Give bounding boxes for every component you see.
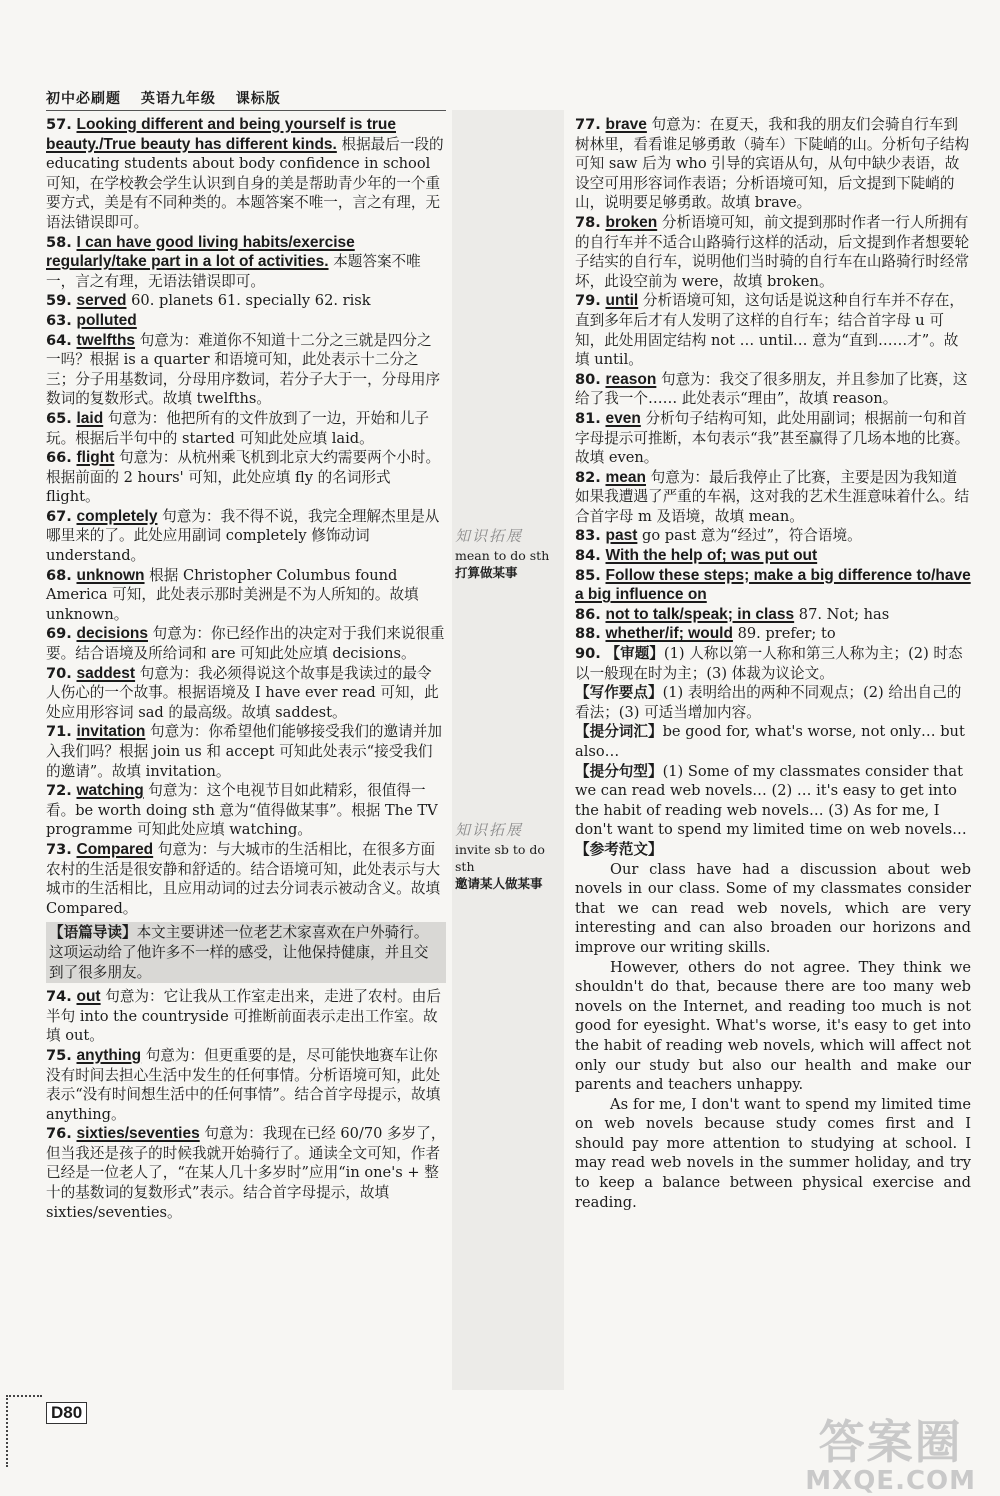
answer-text: out xyxy=(76,988,101,1006)
item-number: 78. xyxy=(575,213,601,231)
item-number: 88. xyxy=(575,625,601,643)
item-number: 65. xyxy=(46,409,72,427)
explanation-text: 本题答案不唯一，言之有理，无语法错误即可。 xyxy=(46,253,421,290)
explanation-text: 句意为：这个电视节目如此精彩，很值得一看。be worth doing sth 意为“值得做某事”。根据 The TV programme 可知此处应填 watching。 xyxy=(46,782,438,839)
answer-item xyxy=(46,840,446,918)
yaodian-text: (1) 表明给出的两种不同观点；(2) 给出自己的看法；(3) 可适当增加内容。 xyxy=(575,684,962,721)
answer-list-left xyxy=(46,115,446,918)
side-margin xyxy=(452,110,564,1390)
item-number: 90. xyxy=(575,645,601,663)
watermark-text: 答案圈 xyxy=(818,1415,963,1469)
explanation-text: 句意为：从杭州乘飞机到北京大约需要两个小时。根据前面的 2 hours' 可知，此处应填 fly 的名词形式 flight。 xyxy=(46,449,441,506)
answer-text: With the help of; was put out xyxy=(605,547,818,565)
explanation-text: go past 意为“经过”，符合语境。 xyxy=(637,527,862,545)
answer-item xyxy=(46,448,446,507)
answer-text: until xyxy=(605,292,639,310)
item-number: 79. xyxy=(575,292,601,310)
page-number: D80 xyxy=(46,1402,87,1424)
knowledge-note-2 xyxy=(455,822,565,892)
item-number: 82. xyxy=(575,468,601,486)
answer-item xyxy=(575,370,971,409)
explanation-text: 60. planets 61. specially 62. risk xyxy=(126,292,371,310)
note-label: 知识拓展 xyxy=(455,527,524,545)
answer-text: served xyxy=(76,292,127,310)
item-number: 84. xyxy=(575,547,601,565)
explanation-text: 句意为：你已经作出的决定对于我们来说很重要。结合语境及所给词和 are 可知此处应填 decisions。 xyxy=(46,625,445,663)
answer-item xyxy=(46,781,446,840)
item-number: 66. xyxy=(46,449,72,467)
answer-text: watching xyxy=(76,782,144,800)
answer-text: polluted xyxy=(76,311,137,329)
juxing-tag: 【提分句型】 xyxy=(575,762,663,780)
explanation-text: 句意为：难道你不知道十二分之三就是四分之一吗？根据 is a quarter 和语境可知，此处表示十二分之三；分子用基数词，分母用序数词，若分子大于一，分母用序数词的复数形式。故填 twelfths。 xyxy=(46,331,441,408)
explanation-text: 句意为：它让我从工作室走出来，走进了农村。由后半句 into the countryside 可推断前面表示走出工作室。故填 out。 xyxy=(46,988,441,1045)
answer-item xyxy=(575,526,971,546)
watermark-url: MXQE.COM xyxy=(805,1466,976,1496)
answer-item xyxy=(46,664,446,723)
answer-item xyxy=(46,566,446,625)
explanation-text: 句意为：我交了很多朋友，并且参加了比赛，这给了我一个…… 此处表示“理由”，故填 reason。 xyxy=(575,370,968,408)
book-edition: 课标版 xyxy=(235,91,281,107)
answer-item xyxy=(575,213,971,291)
header-rule xyxy=(46,110,446,111)
answer-text: past xyxy=(605,527,638,545)
answer-item xyxy=(575,291,971,369)
answer-text: Compared xyxy=(76,840,154,858)
book-title: 初中必刷题 xyxy=(46,91,121,107)
watermark-logo xyxy=(805,1415,976,1496)
explanation-text: 句意为：他把所有的文件放到了一边，开始和儿子玩。根据后半句中的 started 可知此处应填 laid。 xyxy=(46,409,429,447)
answer-text: unknown xyxy=(76,566,145,584)
cihui-tag: 【提分词汇】 xyxy=(575,723,663,741)
answer-text: broken xyxy=(605,213,658,231)
item-number: 76. xyxy=(46,1125,72,1143)
answer-item xyxy=(46,1046,446,1124)
explanation-text: 句意为：我现在已经 60/70 多岁了，但当我还是孩子的时候我就开始骑行了。通读全文可知，作者已经是一位老人了，“在某人几十多岁时”应用“in one's + 整十的基数词的复数形式”表示。结合首字母提示，故填 sixties/seventies。 xyxy=(46,1125,446,1221)
note-chinese: 邀请某人做某事 xyxy=(455,876,543,891)
explanation-text: 分析句子结构可知，此处用副词；根据前一句和首字母提示可推断，本句表示“我”甚至赢得了几场本地的比赛。故填 even。 xyxy=(575,409,970,467)
answer-text: saddest xyxy=(76,664,136,682)
answer-item xyxy=(46,291,446,311)
answer-text: brave xyxy=(605,116,647,133)
item-number: 70. xyxy=(46,664,72,682)
note-label: 知识拓展 xyxy=(455,821,524,839)
item-number: 75. xyxy=(46,1046,72,1064)
item-number: 77. xyxy=(575,116,601,133)
answer-text: even xyxy=(605,409,641,427)
yaodian-tag: 【写作要点】 xyxy=(575,684,663,702)
answer-text: laid xyxy=(76,409,104,427)
item-number: 71. xyxy=(46,723,72,741)
answer-item xyxy=(46,987,446,1046)
answer-text: whether/if; would xyxy=(605,625,733,643)
juxing-text: (1) Some of my classmates consider that we can read web novels… (2) … it's easy to get into the habit of reading web novels… (3) As for me, I don't want to spend my limited time on web novels… xyxy=(575,762,967,839)
model-essay xyxy=(575,860,971,1213)
left-column xyxy=(46,115,446,1222)
item-number: 74. xyxy=(46,988,72,1006)
answer-item xyxy=(575,546,971,566)
intro-text: 本文主要讲述一位老艺术家喜欢在户外骑行。这项运动给了他许多不一样的感受，让他保持健康，并且交到了很多朋友。 xyxy=(49,924,429,981)
answer-item xyxy=(46,409,446,448)
item-number: 73. xyxy=(46,840,72,858)
explanation-text: 句意为：你希望他们能够接受我们的邀请并加入我们吗？根据 join us 和 accept 可知此处表示“接受我们的邀请”。故填 invitation。 xyxy=(46,723,442,780)
item-number: 68. xyxy=(46,566,72,584)
explanation-text: 87. Not; has xyxy=(794,605,890,623)
note-chinese: 打算做某事 xyxy=(455,565,518,580)
explanation-text: 分析语境可知，这句话是说这种自行车并不存在，直到多年后才有人发明了这样的自行车；结合首字母 u 可知，此处用固定结构 not … until… 意为“直到……才”。故填 until。 xyxy=(575,292,964,369)
item-number: 64. xyxy=(46,331,72,349)
essay-paragraph: Our class have had a discussion about web novels in our class. Some of my classmates consider that we can read web novels, which are very interesting and can also broaden our horizons and improve our writing skills. xyxy=(575,860,971,956)
essay-paragraph: As for me, I don't want to spend my limited time on web novels because study comes first and I should pay more attention to studying at school. I may read web novels in the summer holiday, and try to keep a balance between physical exercise and reading. xyxy=(575,1095,971,1211)
explanation-text: 句意为：与大城市的生活相比，在很多方面农村的生活是很安静和舒适的。结合语境可知，此处表示与大城市的生活相比，且应用动词的过去分词表示被动含义。故填 Compared。 xyxy=(46,840,441,917)
answer-text: Looking different and being yourself is true beauty./True beauty has different kinds. xyxy=(46,116,396,153)
answer-text: Follow these steps; make a big difference to/have a big influence on xyxy=(575,566,971,604)
answer-text: twelfths xyxy=(76,331,136,349)
answer-item xyxy=(575,409,971,468)
item-number: 67. xyxy=(46,507,72,525)
explanation-text: 句意为：但更重要的是，尽可能快地赛车让你没有时间去担心生活中发生的任何事情。分析语境可知，此处表示“没有时间想生活中的任何事情”。结合首字母提示，故填 anything。 xyxy=(46,1046,441,1123)
item-number: 69. xyxy=(46,625,72,643)
corner-decoration xyxy=(6,1395,42,1467)
item-number: 81. xyxy=(575,409,601,427)
item-number: 63. xyxy=(46,311,72,329)
answer-item-90 xyxy=(575,644,971,1212)
item-number: 59. xyxy=(46,292,72,310)
answer-text: reason xyxy=(605,370,657,388)
answer-item xyxy=(46,507,446,566)
answer-item xyxy=(46,331,446,409)
answer-text: anything xyxy=(76,1046,142,1064)
right-column xyxy=(575,115,971,1212)
book-header xyxy=(46,88,295,108)
answer-item xyxy=(46,1124,446,1222)
answer-item xyxy=(46,624,446,663)
answer-item xyxy=(575,624,971,644)
answer-text: decisions xyxy=(76,625,148,643)
answer-text: I can have good living habits/exercise regularly/take part in a lot of activities. xyxy=(46,233,355,271)
passage-intro xyxy=(46,922,446,983)
knowledge-note-1 xyxy=(455,528,565,581)
answer-item xyxy=(46,311,446,331)
shen-tag: 【审题】 xyxy=(605,645,664,663)
explanation-text: 根据 Christopher Columbus found America 可知，此处表示那时美洲是不为人所知的。故填 unknown。 xyxy=(46,566,419,623)
explanation-text: 句意为：在夏天，我和我的朋友们会骑自行车到树林里，看看谁足够勇敢（骑车）下陡峭的山。分析句子结构可知 saw 后为 who 引导的宾语从句，从句中缺少表语，故设空可用形容词作表语；分析语境可知，后文提到下陡峭的山，说明要足够勇敢。故填 brave。 xyxy=(575,116,970,212)
answer-text: invitation xyxy=(76,723,146,741)
intro-tag: 【语篇导读】 xyxy=(49,924,137,942)
item-number: 86. xyxy=(575,605,601,623)
explanation-text: 根据最后一段的 educating students about body confidence in school 可知，在学校教会学生认识到自身的美是帮助青少年的一个重要方式，美是有不同种类的。本题答案不唯一，言之有理，无语法错误即可。 xyxy=(46,135,444,231)
answer-list-right xyxy=(575,115,971,644)
item-number: 80. xyxy=(575,370,601,388)
answer-text: completely xyxy=(76,507,158,525)
answer-text: flight xyxy=(76,449,115,467)
answer-list-left-2 xyxy=(46,987,446,1222)
answer-item xyxy=(575,468,971,527)
explanation-text: 句意为：最后我停止了比赛，主要是因为我知道如果我遭遇了严重的车祸，这对我的艺术生涯意味着什么。结合首字母 m 及语境，故填 mean。 xyxy=(575,468,970,525)
explanation-text: 句意为：我必须得说这个故事是我读过的最令人伤心的一个故事。根据语境及 I have ever read 可知，此处应用形容词 sad 的最高级。故填 saddest。 xyxy=(46,664,439,721)
answer-item xyxy=(575,605,971,625)
note-english: mean to do sth xyxy=(455,548,550,563)
essay-paragraph: However, others do not agree. They think we shouldn't do that, because there are too many web novels on the Internet, and reading too much is not good for eyesight. What's worse, it's easy to get into the habit of reading web novels, which will affect not only our study but also our health and make our parents and teachers unhappy. xyxy=(575,958,971,1094)
answer-item xyxy=(46,722,446,781)
answer-text: mean xyxy=(605,468,646,486)
answer-text: sixties/seventies xyxy=(76,1125,200,1143)
item-number: 58. xyxy=(46,233,72,251)
explanation-text: 分析语境可知，前文提到那时作者一行人所拥有的自行车并不适合山路骑行这样的活动，后文提到作者想要轮子结实的自行车，说明他们当时骑的自行车在山路骑行时经常坏，此设空前为 were，故填 broken。 xyxy=(575,213,970,290)
fanwen-tag: 【参考范文】 xyxy=(575,840,663,858)
answer-item xyxy=(575,115,971,213)
answer-item xyxy=(575,566,971,605)
answer-item xyxy=(46,115,446,233)
shen-text: (1) 人称以第一人称和第三人称为主；(2) 时态以一般现在时为主；(3) 体裁为议论文。 xyxy=(575,645,963,682)
item-number: 83. xyxy=(575,527,601,545)
explanation-text: 句意为：我不得不说，我完全理解杰里是从哪里来的了。此处应用副词 completely 修饰动词 understand。 xyxy=(46,507,440,565)
item-number: 85. xyxy=(575,566,601,584)
explanation-text: 89. prefer; to xyxy=(732,625,836,643)
answer-text: not to talk/speak; in class xyxy=(605,605,795,623)
cihui-text: be good for, what's worse, not only… but also… xyxy=(575,723,965,760)
item-number: 72. xyxy=(46,782,72,800)
item-number: 57. xyxy=(46,116,72,133)
note-english: invite sb to do sth xyxy=(455,842,545,874)
book-subject: 英语九年级 xyxy=(140,91,216,107)
answer-item xyxy=(46,233,446,292)
